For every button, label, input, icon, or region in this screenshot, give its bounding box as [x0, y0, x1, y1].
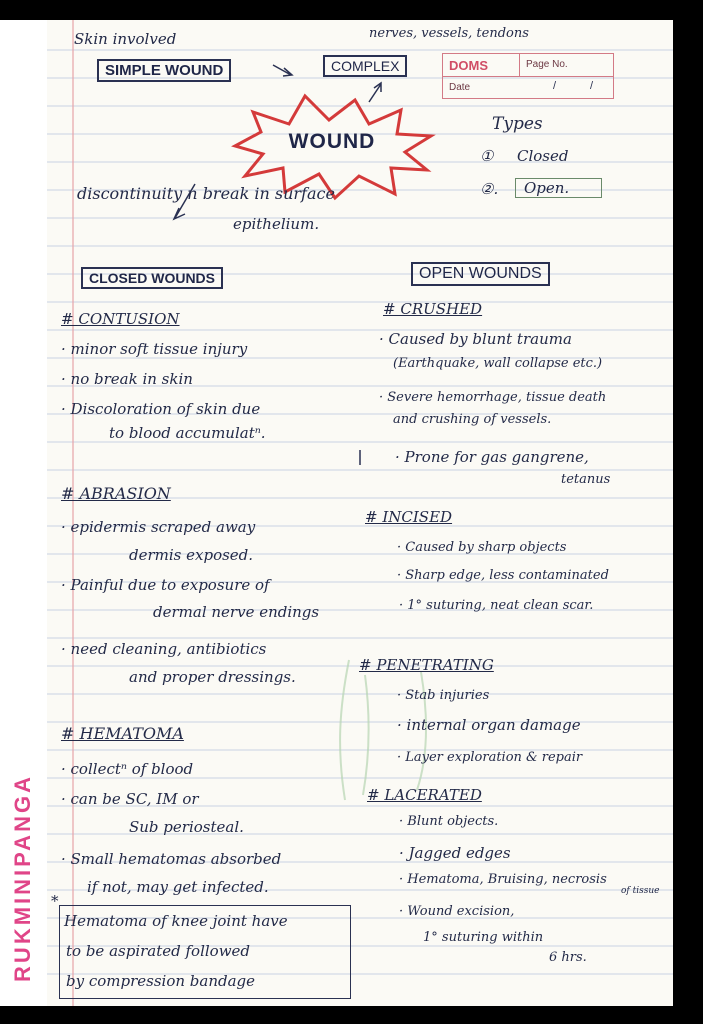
page-number-label: Page No.	[519, 54, 613, 76]
contusion-heading: # CONTUSION	[61, 310, 180, 328]
note-line: Hematoma of knee joint have	[64, 912, 288, 930]
closed-wounds-heading: CLOSED WOUNDS	[81, 267, 223, 289]
crushed-line: · Prone for gas gangrene,	[395, 448, 589, 466]
incised-heading: # INCISED	[365, 508, 453, 526]
wound-definition: discontinuity n break in surface	[77, 184, 335, 203]
wound-title: WOUND	[288, 130, 376, 153]
lacerated-heading: # LACERATED	[367, 786, 482, 804]
type-1-number: ①	[480, 147, 494, 165]
lacerated-line: · Blunt objects.	[399, 814, 499, 829]
penetrating-line: · Layer exploration & repair	[397, 750, 583, 765]
abrasion-line: · epidermis scraped away	[61, 518, 256, 536]
lacerated-line: · Wound excision,	[399, 904, 515, 919]
simple-wound-box: SIMPLE WOUND	[97, 59, 231, 82]
types-label: Types	[492, 114, 543, 134]
lacerated-line: · Jagged edges	[399, 844, 511, 862]
lacerated-line: 6 hrs.	[549, 950, 587, 965]
abrasion-line: · Painful due to exposure of	[61, 576, 270, 594]
incised-line: · Caused by sharp objects	[397, 540, 567, 555]
note-line: by compression bandage	[66, 972, 256, 990]
abrasion-line: dermal nerve endings	[153, 603, 320, 621]
complex-box: COMPLEX	[323, 55, 407, 77]
crushed-line: · Severe hemorrhage, tissue death	[379, 390, 607, 405]
abrasion-heading: # ABRASION	[61, 484, 171, 503]
incised-line: · Sharp edge, less contaminated	[397, 568, 609, 583]
open-wounds-heading: OPEN WOUNDS	[411, 262, 550, 286]
incised-line: · 1° suturing, neat clean scar.	[399, 598, 594, 613]
date-label: Date	[449, 82, 471, 93]
crushed-line: and crushing of vessels.	[393, 412, 552, 427]
contusion-line: · no break in skin	[61, 370, 193, 388]
notebook-header-box	[442, 53, 614, 99]
type-1-closed: Closed	[517, 147, 569, 165]
date-slash: /	[553, 80, 557, 92]
type-2-open: Open.	[515, 178, 602, 198]
note-asterisk: *	[51, 892, 59, 910]
lacerated-line: · Hematoma, Bruising, necrosis	[399, 872, 607, 887]
watermark-strip	[0, 0, 47, 1024]
hematoma-line: · Small hematomas absorbed	[61, 850, 282, 868]
contusion-line: · minor soft tissue injury	[61, 340, 248, 358]
abrasion-line: dermis exposed.	[129, 546, 254, 564]
type-2-number: ②.	[480, 180, 499, 198]
top-border	[0, 0, 47, 20]
brand-watermark: RUKMINIPANGA	[10, 774, 35, 982]
lacerated-line: of tissue	[621, 886, 660, 896]
penetrating-heading: # PENETRATING	[359, 656, 494, 674]
penetrating-line: · Stab injuries	[397, 688, 490, 703]
abrasion-line: · need cleaning, antibiotics	[61, 640, 267, 658]
hematoma-knee-note-box	[59, 905, 351, 999]
complex-description: nerves, vessels, tendons	[369, 26, 529, 41]
header-divider	[443, 76, 613, 77]
brand-logo: DOMS	[449, 58, 488, 73]
hematoma-line: · collectⁿ of blood	[61, 760, 194, 778]
contusion-line: · Discoloration of skin due	[61, 400, 261, 418]
crushed-line: · Caused by blunt trauma	[379, 330, 572, 348]
contusion-line: to blood accumulatⁿ.	[109, 424, 266, 442]
crushed-heading: # CRUSHED	[383, 300, 483, 318]
abrasion-line: and proper dressings.	[129, 668, 296, 686]
bottom-border	[0, 1006, 47, 1024]
hematoma-heading: # HEMATOMA	[61, 724, 184, 743]
crushed-line: tetanus	[561, 472, 611, 487]
date-slash: /	[590, 80, 594, 92]
penetrating-line: · internal organ damage	[397, 716, 581, 734]
crushed-line: (Earthquake, wall collapse etc.)	[393, 356, 603, 371]
hematoma-line: Sub periosteal.	[129, 818, 244, 836]
notebook-page	[47, 20, 673, 1006]
note-line: to be aspirated followed	[66, 942, 251, 960]
hematoma-line: if not, may get infected.	[87, 878, 269, 896]
lacerated-line: 1° suturing within	[423, 930, 544, 945]
hematoma-line: · can be SC, IM or	[61, 790, 199, 808]
skin-involved-note: Skin involved	[74, 30, 177, 48]
wound-definition-cont: epithelium.	[233, 215, 320, 233]
